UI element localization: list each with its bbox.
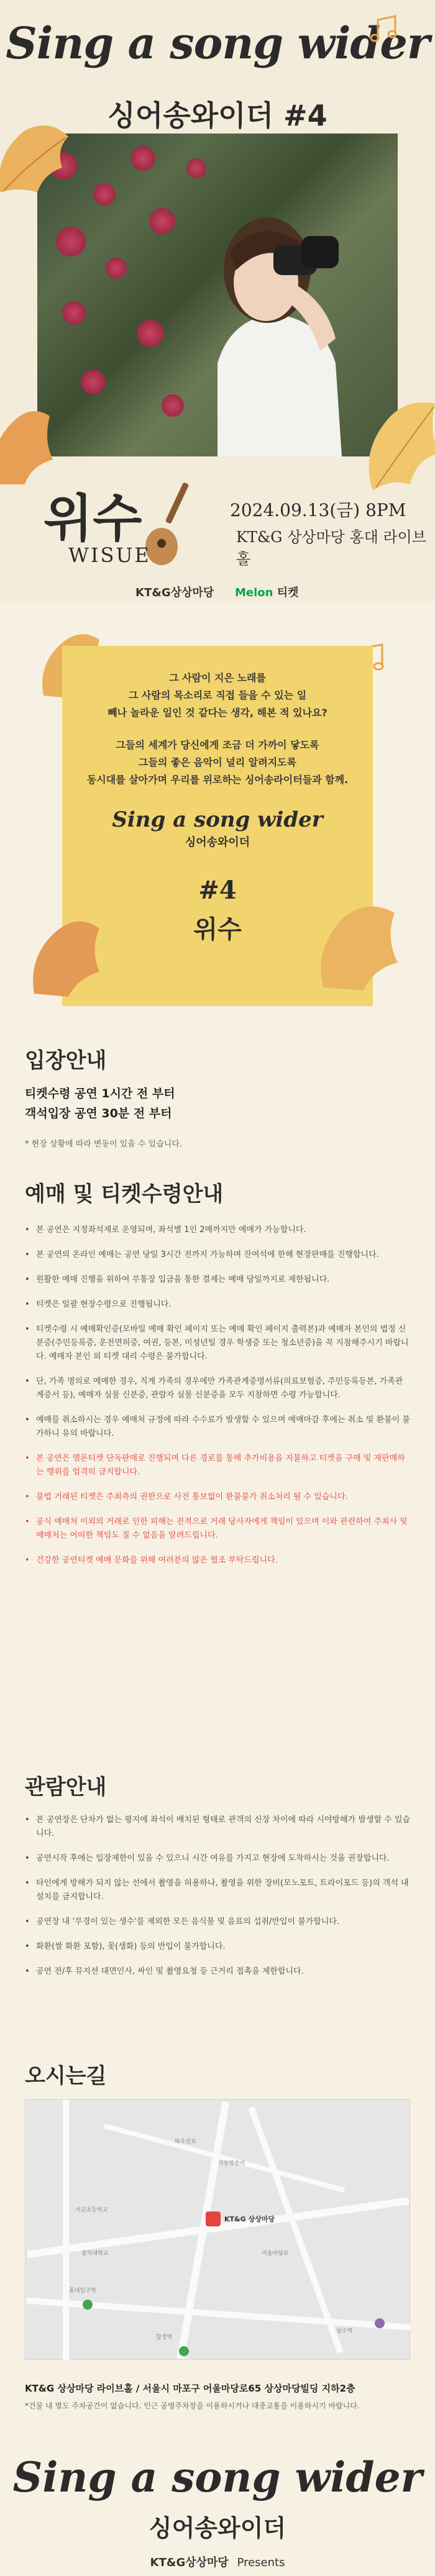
hero-title: Sing a song wider: [6, 17, 429, 69]
ticket-logo-brand: Melon: [235, 586, 273, 599]
footer-subtitle: 싱어송와이더: [149, 2515, 286, 2542]
artist-name-latin: WISUE: [68, 543, 151, 567]
intro-logo-sub: 싱어송와이더: [185, 836, 250, 849]
map-label: 상수역: [336, 2328, 353, 2334]
person-with-binoculars: [193, 177, 354, 456]
list-item-warning: • 건강한 공연티켓 예매 문화를 위해 여러분의 많은 협조 부탁드립니다.: [25, 1554, 410, 1567]
list-item: • 원활한 예매 진행을 위하여 무통장 입금을 통한 결제는 예매 당일까지로 제한됩니다.: [25, 1273, 410, 1287]
intro-paragraph-2: 그들의 세계가 당신에게 조금 더 가까이 닿도록 그들의 좋은 음악이 널리 알려지도록 동시대를 살아가며 우리를 위로하는 싱어송라이터들과 함께.: [86, 739, 349, 786]
list-item: • 공연장 내 '무경이 있는 생수'를 제외한 모든 음식물 및 음료의 섭취/반입이 불가합니다.: [25, 1915, 410, 1929]
booking-section: [25, 1223, 410, 1579]
map-label: 홍대입구역: [69, 2288, 96, 2294]
list-item-warning: • 공식 예매처 이외의 거래로 인한 피해는 전적으로 거래 당사자에게 책임이 있으며 이와 관련하여 주최사 및 예매처는 어떠한 책임도 질 수 없음을 알려드립니다.: [25, 1515, 410, 1543]
venue-address: KT&G 상상마당 라이브홀 / 서울시 마포구 어울마당로65 상상마당빌딩 지하2층: [25, 2383, 355, 2394]
entry-ticket-line: 티켓수령 공연 1시간 전 부터: [25, 1087, 175, 1100]
artist-photo: [37, 134, 398, 456]
music-note-icon: [367, 12, 404, 50]
leaf-decoration-icon: [0, 397, 56, 491]
footer-presents: [0, 2554, 435, 2570]
list-item-warning: • 본 공연은 멜론티켓 단독판매로 진행되며 다른 경로를 통해 추가비용을 지불하고 티켓을 구매 및 재판매하는 행위를 엄격히 금지합니다.: [25, 1452, 410, 1479]
intro-paragraph-1: 그 사람이 지은 노래를 그 사람의 목소리로 직접 들을 수 있는 일 빼나 놀라운 일인 것 같다는 생각, 해본 적 있나요?: [108, 672, 327, 719]
leaf-decoration-icon: [28, 913, 103, 1000]
map-label: 홍익대학교: [81, 2251, 109, 2257]
list-item: • 본 공연의 온라인 예매는 공연 당일 3시간 전까지 가능하며 잔여석에 한해 현장판매를 진행합니다.: [25, 1248, 410, 1262]
list-item: • 본 공연은 지정좌석제로 운영되며, 좌석별 1인 2매까지만 예매가 가능합니다.: [25, 1223, 410, 1237]
viewing-list: [25, 1813, 410, 1979]
subway-station-icon: [81, 2298, 94, 2311]
list-item: • 공연시작 후에는 입장제한이 있을 수 있으니 시간 여유를 가지고 현장에 도착하시는 것을 권장합니다.: [25, 1852, 410, 1866]
entry-note: * 현장 상황에 따라 변동이 있을 수 있습니다.: [25, 1140, 183, 1149]
list-item: • 티켓은 일괄 현장수령으로 진행됩니다.: [25, 1298, 410, 1312]
list-item: • 화환(쌀 화환 포함), 꽃(생화) 등의 반입이 불가합니다.: [25, 1940, 410, 1954]
venue-pin-icon[interactable]: [206, 2211, 221, 2226]
map-label: 와우산로: [175, 2139, 196, 2145]
ticket-logo: [235, 584, 299, 600]
event-date: 2024.09.13(금) 8PM: [230, 500, 406, 520]
venue-map-label: KT&G 상상마당: [224, 2215, 275, 2223]
ticket-logo-suffix: 티켓: [277, 586, 299, 599]
entry-seat-line: 객석입장 공연 30분 전 부터: [25, 1107, 172, 1120]
leaf-decoration-icon: [360, 391, 435, 497]
sponsor-logo: KT&G상상마당: [135, 586, 214, 599]
list-item: • 예매를 취소하시는 경우 예매처 규정에 따라 수수료가 발생할 수 있으며 예매마감 후에는 취소 및 환불이 불가하니 유의 바랍니다.: [25, 1413, 410, 1441]
hero-section: [0, 0, 435, 602]
footer-presents-text: Presents: [237, 2556, 285, 2569]
subway-station-icon: [178, 2345, 190, 2357]
viewing-section: [25, 1813, 410, 1990]
list-item: • 타인에게 방해가 되지 않는 선에서 촬영을 허용하나, 촬영을 위한 장비(모노포트, 트라이포드 등)의 객석 내 설치를 금지합니다.: [25, 1877, 410, 1904]
map-label: 서교초등학교: [75, 2207, 108, 2213]
artist-name: 위수: [44, 489, 142, 548]
subway-station-icon: [373, 2317, 386, 2329]
booking-section-title: 예매 및 티켓수령안내: [25, 1182, 224, 1207]
venue-map[interactable]: [25, 2099, 410, 2360]
intro-artist: 위수: [193, 915, 242, 944]
intro-logo: Sing a song wider: [112, 807, 323, 832]
parking-note: *건물 내 별도 주차공간이 없습니다. 인근 공영주차장을 이용하시거나 대중교통을 이용하시기 바랍니다.: [25, 2401, 360, 2410]
viewing-section-title: 관람안내: [25, 1775, 107, 1800]
map-label: 합정역: [156, 2334, 173, 2341]
list-item: • 본 공연장은 단차가 없는 평지에 좌석이 배치된 형태로 관객의 신장 차이에 따라 시야방해가 발생할 수 있습니다.: [25, 1813, 410, 1841]
hero-subtitle: 싱어송와이더 #4: [108, 99, 327, 132]
list-item: • 단, 가족 명의로 예매한 경우, 직계 가족의 경우에만 가족관계증명서류(의료보험증, 주민등록등본, 가족관계증서 등), 예매자 실물 신분증, 관람자 실물 신분증을 모두 지참하면 수령 가능합니다.: [25, 1375, 410, 1402]
intro-episode-number: #4: [198, 876, 237, 905]
map-label: 어울마당로: [262, 2251, 289, 2257]
list-item: • 티켓수령 시 예매확인증(모바일 예매 확인 페이지 또는 예매 확인 페이지 출력본)과 예매자 본인의 법정 신분증(주민등록증, 운전면허증, 여권, 등본, 미성년일 경우 학생증 또는 청소년증)을 꼭 지참해주시기 바랍니다. 예매자 본인 외 티켓 대리 수령은 불가합니다.: [25, 1323, 410, 1364]
map-label: 극동방송국: [218, 2161, 245, 2167]
leaf-decoration-icon: [314, 894, 401, 994]
list-item-warning: • 불법 거래된 티켓은 주최측의 권한으로 사전 통보없이 환불불가 취소처리 될 수 있습니다.: [25, 1490, 410, 1504]
footer-sponsor-logo: KT&G상상마당: [150, 2556, 229, 2569]
directions-section-title: 오시는길: [25, 2064, 107, 2088]
event-venue: KT&G 상상마당 홍대 라이브홀: [236, 528, 427, 568]
entry-section: [25, 1084, 410, 1149]
entry-section-title: 입장안내: [25, 1048, 107, 1073]
booking-list: [25, 1223, 410, 1567]
footer-title: Sing a song wider: [12, 2453, 423, 2501]
list-item: • 공연 전/후 뮤지션 대면인사, 싸인 및 촬영요청 등 근거리 접촉을 제한합니다.: [25, 1965, 410, 1979]
leaf-decoration-icon: [0, 118, 75, 205]
